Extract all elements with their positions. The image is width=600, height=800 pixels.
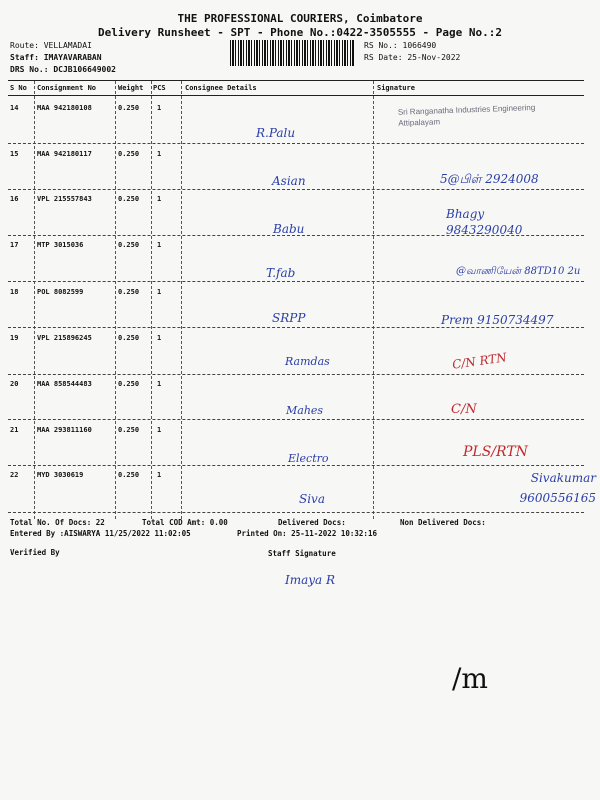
signature-handwriting: PLS/RTN xyxy=(463,444,528,460)
rs-date: RS Date: 25-Nov-2022 xyxy=(364,53,461,62)
col-divider xyxy=(151,81,152,519)
cell-consignment: MAA 942180108 xyxy=(37,104,92,112)
cell-consignment: MAA 942180117 xyxy=(37,150,92,158)
company-title: THE PROFESSIONAL COURIERS, Coimbatore xyxy=(177,12,423,25)
cell-weight: 0.250 xyxy=(118,288,140,296)
signature-handwriting: 5@பிள் 2924008 xyxy=(440,172,539,186)
page-mark-handwriting: /m xyxy=(452,662,488,695)
row-divider xyxy=(8,327,584,328)
row-divider xyxy=(8,189,584,190)
cell-weight: 0.250 xyxy=(118,426,140,434)
cell-consignment: POL 8082599 xyxy=(37,288,84,296)
consignee-handwriting: R.Palu xyxy=(256,126,296,140)
cell-weight: 0.250 xyxy=(118,195,140,203)
delivered-docs: Delivered Docs: xyxy=(278,518,346,527)
cell-weight: 0.250 xyxy=(118,380,140,388)
row-divider xyxy=(8,143,584,144)
signature-handwriting: Bhagy 9843290040 xyxy=(446,207,523,237)
total-docs: Total No. Of Docs: 22 xyxy=(10,518,105,527)
header-signature: Signature xyxy=(377,84,415,92)
cell-consignment: MAA 293811160 xyxy=(37,426,92,434)
consignee-handwriting: Babu xyxy=(273,222,305,236)
cell-pcs: 1 xyxy=(157,150,162,158)
entered-by: Entered By :AISWARYA 11/25/2022 11:02:05 xyxy=(10,529,191,538)
table-top-rule xyxy=(8,80,584,81)
table-header-rule xyxy=(8,95,584,96)
cell-sno: 14 xyxy=(10,104,19,112)
cell-pcs: 1 xyxy=(157,471,162,479)
cell-pcs: 1 xyxy=(157,426,162,434)
barcode xyxy=(230,40,355,66)
staff-label: Staff: IMAYAVARABAN xyxy=(10,53,102,62)
row-divider xyxy=(8,419,584,420)
cell-sno: 15 xyxy=(10,150,19,158)
row-divider xyxy=(8,512,584,513)
cell-sno: 16 xyxy=(10,195,19,203)
cell-sno: 22 xyxy=(10,471,19,479)
row-divider xyxy=(8,465,584,466)
col-divider xyxy=(115,81,116,519)
verified-by: Verified By xyxy=(10,548,60,557)
col-divider xyxy=(34,81,35,519)
cell-pcs: 1 xyxy=(157,104,162,112)
signature-handwriting: Sivakumar 9600556165 xyxy=(519,471,596,505)
runsheet-subtitle: Delivery Runsheet - SPT - Phone No.:0422-3505555 - Page No.:2 xyxy=(98,26,502,39)
consignee-handwriting: Mahes xyxy=(286,404,324,417)
row-divider xyxy=(8,281,584,282)
cell-weight: 0.250 xyxy=(118,241,140,249)
cell-weight: 0.250 xyxy=(118,104,140,112)
col-divider xyxy=(373,81,374,519)
header-consignment: Consignment No xyxy=(37,84,97,92)
non-delivered-docs: Non Delivered Docs: xyxy=(400,518,486,527)
header-sno: S No xyxy=(10,84,27,92)
col-divider xyxy=(181,81,182,519)
cell-sno: 18 xyxy=(10,288,19,296)
cell-sno: 17 xyxy=(10,241,19,249)
row-divider xyxy=(8,235,584,236)
signature-handwriting: C/N RTN xyxy=(451,350,508,372)
cell-pcs: 1 xyxy=(157,380,162,388)
staff-signature-label: Staff Signature xyxy=(268,549,336,558)
rs-number: RS No.: 1066490 xyxy=(364,41,437,50)
total-cod: Total COD Amt: 0.00 xyxy=(142,518,228,527)
cell-weight: 0.250 xyxy=(118,334,140,342)
cell-consignment: MYD 3030619 xyxy=(37,471,84,479)
signature-handwriting: Prem 9150734497 xyxy=(441,313,554,327)
cell-pcs: 1 xyxy=(157,241,162,249)
header-consignee: Consignee Details xyxy=(185,84,257,92)
consignee-handwriting: Electro xyxy=(288,452,329,465)
drs-number: DRS No.: DCJB106649002 xyxy=(10,65,116,74)
cell-consignment: VPL 215557843 xyxy=(37,195,92,203)
cell-consignment: VPL 215896245 xyxy=(37,334,92,342)
signature-stamp: Sri Ranganatha Industries Engineering Attipalayam xyxy=(397,103,536,128)
header-pcs: PCS xyxy=(153,84,166,92)
cell-weight: 0.250 xyxy=(118,471,140,479)
staff-signature-handwriting: Imaya R xyxy=(285,573,336,587)
cell-sno: 21 xyxy=(10,426,19,434)
cell-consignment: MTP 3015036 xyxy=(37,241,84,249)
cell-pcs: 1 xyxy=(157,288,162,296)
consignee-handwriting: T.fab xyxy=(266,266,296,280)
signature-handwriting: @வாணியேன் 88TD10 2u xyxy=(456,266,581,277)
route-label: Route: VELLAMADAI xyxy=(10,41,92,50)
consignee-handwriting: Ramdas xyxy=(285,355,330,368)
consignee-handwriting: Siva xyxy=(299,492,325,506)
consignee-handwriting: SRPP xyxy=(272,311,306,325)
cell-consignment: MAA 858544483 xyxy=(37,380,92,388)
cell-pcs: 1 xyxy=(157,195,162,203)
row-divider xyxy=(8,374,584,375)
consignee-handwriting: Asian xyxy=(272,174,306,188)
header-weight: Weight xyxy=(118,84,144,92)
cell-sno: 20 xyxy=(10,380,19,388)
cell-sno: 19 xyxy=(10,334,19,342)
cell-weight: 0.250 xyxy=(118,150,140,158)
printed-on: Printed On: 25-11-2022 10:32:16 xyxy=(237,529,377,538)
cell-pcs: 1 xyxy=(157,334,162,342)
signature-handwriting: C/N xyxy=(451,402,477,417)
